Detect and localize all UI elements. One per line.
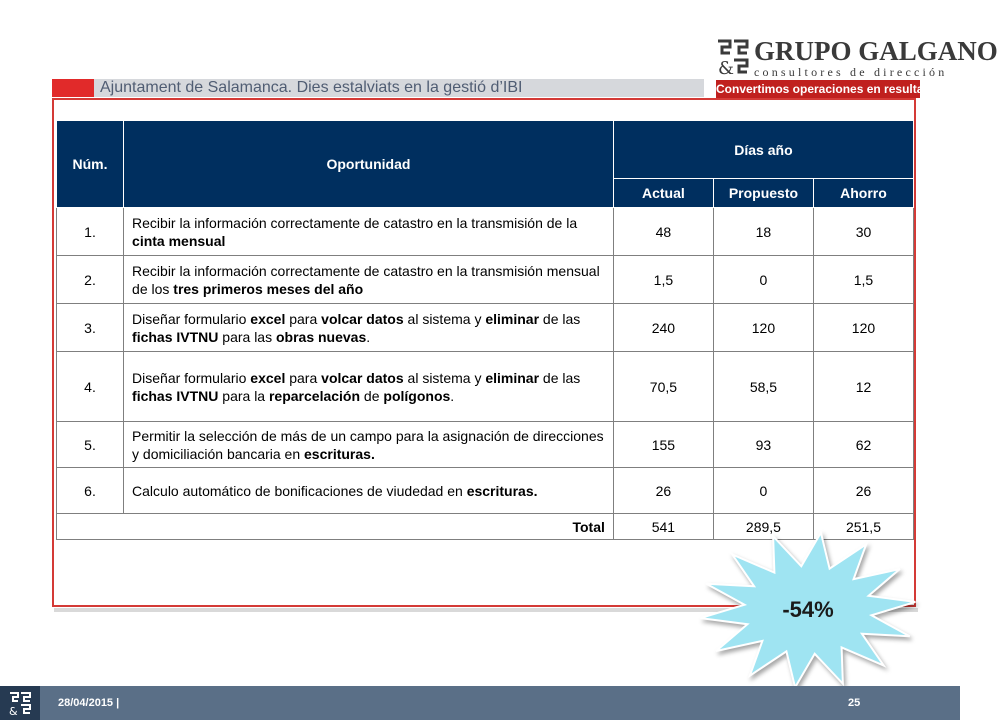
opportunity-text: Recibir la información correctamente de catastro en la transmisión mensual de los [132,262,600,297]
footer-logo-icon [0,686,40,720]
galgano-logo-icon [716,38,750,78]
row-actual: 26 [613,468,713,514]
table-row [57,352,914,422]
opportunity-text-bold: reparcelación [268,387,361,404]
savings-table [56,120,914,540]
opportunity-text: para [285,310,322,327]
row-proposed: 58,5 [713,352,813,422]
total-actual: 541 [613,514,713,540]
company-logo [716,36,998,98]
opportunity-text-bold: eliminar [485,310,540,327]
title-accent [52,79,94,97]
row-opportunity [124,256,614,304]
row-opportunity [124,352,614,422]
opportunity-text: de las [539,310,581,327]
opportunity-text-bold: fichas IVTNU [132,328,219,345]
opportunity-text: Diseñar formulario [132,369,251,386]
row-saving: 62 [813,422,913,468]
table-row [57,468,914,514]
row-proposed: 0 [713,256,813,304]
footer-date: 28/04/2015 | [58,697,120,709]
opportunity-text: Recibir la información correctamente de catastro en la transmisión de la [132,214,578,231]
total-saving: 251,5 [813,514,913,540]
row-opportunity [124,468,614,514]
row-number: 1. [57,208,124,256]
opportunity-text-bold: eliminar [485,369,540,386]
header-opportunity: Oportunidad [124,121,614,208]
row-number: 5. [57,422,124,468]
opportunity-text-bold: obras nuevas [275,328,367,345]
opportunity-text: Calculo automático de bonificaciones de viudedad en [132,482,467,499]
table-row [57,256,914,304]
logo-title: GRUPO GALGANO [754,36,998,66]
opportunity-text-bold: escrituras. [304,445,375,462]
header-days-year: Días año [613,121,913,179]
opportunity-text: para las [218,328,276,345]
row-saving: 30 [813,208,913,256]
row-saving: 120 [813,304,913,352]
table-row [57,304,914,352]
opportunity-text-bold: volcar datos [321,310,404,327]
row-saving: 12 [813,352,913,422]
header-saving: Ahorro [813,179,913,208]
opportunity-text: . [366,328,371,345]
header-actual: Actual [613,179,713,208]
opportunity-text-bold: fichas IVTNU [132,387,219,404]
opportunity-text: . [450,387,455,404]
opportunity-text: Permitir la selección de más de un campo para la asignación de direcciones y domiciliación bancaria en [132,427,604,462]
row-actual: 155 [613,422,713,468]
opportunity-text: al sistema y [403,310,486,327]
row-opportunity [124,208,614,256]
opportunity-text-bold: tres primeros meses del año [173,280,364,297]
row-actual: 1,5 [613,256,713,304]
logo-subtitle: consultores de dirección [754,65,948,79]
row-opportunity [124,304,614,352]
total-label: Total [57,514,614,540]
svg-text:&: & [718,58,735,79]
row-actual: 70,5 [613,352,713,422]
row-number: 4. [57,352,124,422]
opportunity-text-bold: cinta mensual [132,232,226,249]
opportunity-text-bold: volcar datos [321,369,404,386]
header-num: Núm. [57,121,124,208]
row-number: 2. [57,256,124,304]
opportunity-text: Diseñar formulario [132,310,251,327]
opportunity-text: de [360,387,384,404]
row-number: 3. [57,304,124,352]
opportunity-text-bold: escrituras. [466,482,538,499]
opportunity-text-bold: excel [250,369,286,386]
percentage-label: -54% [782,597,834,622]
row-actual: 48 [613,208,713,256]
table-row [57,208,914,256]
opportunity-text: al sistema y [403,369,486,386]
row-saving: 26 [813,468,913,514]
row-number: 6. [57,468,124,514]
table-body [57,208,914,514]
row-proposed: 93 [713,422,813,468]
page-number: 25 [848,697,861,709]
table-row [57,422,914,468]
row-saving: 1,5 [813,256,913,304]
row-proposed: 120 [713,304,813,352]
row-proposed: 0 [713,468,813,514]
total-proposed: 289,5 [713,514,813,540]
opportunity-text: de las [539,369,581,386]
footer-logo [0,686,40,720]
row-actual: 240 [613,304,713,352]
row-opportunity [124,422,614,468]
opportunity-text: para [285,369,322,386]
svg-text:&: & [9,705,18,718]
row-proposed: 18 [713,208,813,256]
header-proposed: Propuesto [713,179,813,208]
opportunity-text-bold: polígonos [383,387,451,404]
opportunity-text-bold: excel [250,310,286,327]
footer-bar [0,686,960,720]
logo-tagline: Convertimos operaciones en resultados [716,82,945,96]
slide-title: Ajuntament de Salamanca. Dies estalviats en la gestió d’IBI [100,79,523,96]
opportunity-text: para la [218,387,269,404]
